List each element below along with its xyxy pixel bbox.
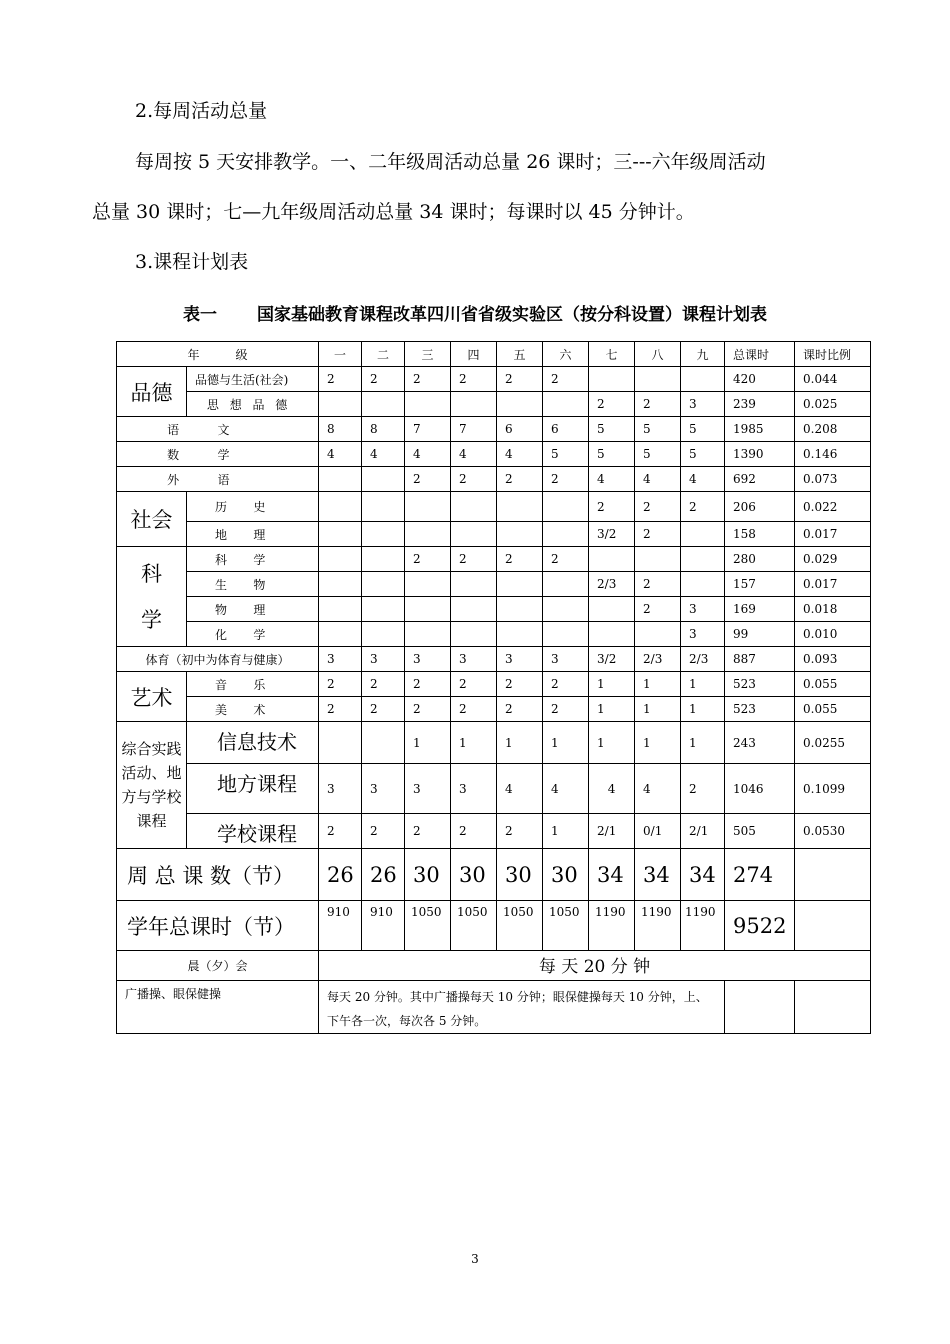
cell: 2 bbox=[362, 697, 405, 722]
header-grade-6: 六 bbox=[543, 342, 589, 367]
cell: 3 bbox=[497, 647, 543, 672]
cell-ratio: 0.022 bbox=[795, 492, 871, 522]
table-row bbox=[117, 647, 871, 672]
cell: 3 bbox=[451, 647, 497, 672]
cell: 3 bbox=[681, 392, 725, 417]
table-caption-label: 表一 bbox=[183, 305, 217, 325]
subject-name: 地理 bbox=[187, 522, 319, 547]
cell: 2 bbox=[362, 672, 405, 697]
table-row bbox=[117, 597, 871, 622]
cell: 4 bbox=[497, 764, 543, 814]
weekly-total-label: 周 总 课 数（节） bbox=[117, 849, 319, 901]
cell-ratio: 0.0530 bbox=[795, 814, 871, 849]
cell: 1050 bbox=[497, 901, 543, 951]
cell: 2 bbox=[635, 522, 681, 547]
cell: 3 bbox=[451, 764, 497, 814]
cell: 2 bbox=[635, 392, 681, 417]
table-row bbox=[117, 814, 871, 849]
cell: 1190 bbox=[589, 901, 635, 951]
cell: 3 bbox=[681, 622, 725, 647]
cell: 7 bbox=[405, 417, 451, 442]
table-row bbox=[117, 367, 871, 392]
cell bbox=[681, 522, 725, 547]
cell: 3/2 bbox=[589, 647, 635, 672]
cell: 5 bbox=[635, 442, 681, 467]
cell bbox=[362, 392, 405, 417]
cell: 2 bbox=[497, 697, 543, 722]
cell: 2 bbox=[319, 697, 362, 722]
cell-ratio: 0.073 bbox=[795, 467, 871, 492]
cell: 5 bbox=[589, 417, 635, 442]
cell: 4 bbox=[362, 442, 405, 467]
cell bbox=[497, 522, 543, 547]
cell bbox=[362, 622, 405, 647]
cell: 2/3 bbox=[681, 647, 725, 672]
cell: 3 bbox=[405, 764, 451, 814]
cell: 1 bbox=[589, 697, 635, 722]
cell bbox=[362, 572, 405, 597]
cell: 0/1 bbox=[635, 814, 681, 849]
subject-name: 晨（夕）会 bbox=[117, 951, 319, 981]
cell-total: 1985 bbox=[725, 417, 795, 442]
cell: 6 bbox=[543, 417, 589, 442]
cell: 2 bbox=[451, 672, 497, 697]
cell: 5 bbox=[681, 442, 725, 467]
cell: 4 bbox=[543, 764, 589, 814]
table-row bbox=[117, 572, 871, 597]
cell-total: 239 bbox=[725, 392, 795, 417]
cell bbox=[451, 392, 497, 417]
cell: 5 bbox=[681, 417, 725, 442]
cell: 30 bbox=[543, 849, 589, 901]
cell bbox=[319, 547, 362, 572]
cell: 8 bbox=[362, 417, 405, 442]
table-row bbox=[117, 697, 871, 722]
cell bbox=[405, 597, 451, 622]
cell bbox=[543, 597, 589, 622]
cell bbox=[319, 522, 362, 547]
cell-ratio: 0.1099 bbox=[795, 764, 871, 814]
cell: 2 bbox=[405, 367, 451, 392]
cell: 2 bbox=[362, 367, 405, 392]
chenhui-value: 每 天 20 分 钟 bbox=[319, 951, 871, 981]
cell bbox=[497, 597, 543, 622]
cell: 5 bbox=[635, 417, 681, 442]
subject-name: 品德与生活(社会) bbox=[187, 367, 319, 392]
cell: 1 bbox=[635, 697, 681, 722]
cell bbox=[451, 597, 497, 622]
cell-total: 9522 bbox=[725, 901, 795, 951]
cell-ratio bbox=[795, 981, 871, 1034]
cell: 1 bbox=[681, 722, 725, 764]
course-plan-table bbox=[116, 341, 871, 1034]
cell: 26 bbox=[362, 849, 405, 901]
subject-name: 音乐 bbox=[187, 672, 319, 697]
cell bbox=[362, 597, 405, 622]
cell-total: 887 bbox=[725, 647, 795, 672]
header-grade: 年 级 bbox=[117, 342, 319, 367]
cell bbox=[543, 392, 589, 417]
cell: 5 bbox=[589, 442, 635, 467]
table-row bbox=[117, 492, 871, 522]
cell bbox=[362, 467, 405, 492]
cell: 1050 bbox=[405, 901, 451, 951]
cell: 2 bbox=[451, 814, 497, 849]
cell: 2 bbox=[451, 697, 497, 722]
cell: 2/1 bbox=[681, 814, 725, 849]
cell: 1 bbox=[497, 722, 543, 764]
subject-name: 历史 bbox=[187, 492, 319, 522]
weekly-total-row bbox=[117, 849, 871, 901]
cell bbox=[405, 572, 451, 597]
cell-total: 1390 bbox=[725, 442, 795, 467]
cell: 1 bbox=[681, 697, 725, 722]
cell: 5 bbox=[543, 442, 589, 467]
cell-ratio: 0.055 bbox=[795, 697, 871, 722]
header-total-hours: 总课时 bbox=[725, 342, 795, 367]
cell: 3 bbox=[362, 647, 405, 672]
group-zonghe: 综合实践活动、地方与学校课程 bbox=[117, 722, 187, 849]
cell: 4 bbox=[635, 467, 681, 492]
cell: 1 bbox=[681, 672, 725, 697]
cell-total: 206 bbox=[725, 492, 795, 522]
cell: 2 bbox=[635, 492, 681, 522]
subject-name: 外语 bbox=[117, 467, 319, 492]
header-grade-1: 一 bbox=[319, 342, 362, 367]
header-ratio: 课时比例 bbox=[795, 342, 871, 367]
group-shehui: 社会 bbox=[117, 492, 187, 547]
header-grade-2: 二 bbox=[362, 342, 405, 367]
cell-total: 169 bbox=[725, 597, 795, 622]
cell bbox=[635, 622, 681, 647]
cell bbox=[635, 367, 681, 392]
cell: 3 bbox=[681, 597, 725, 622]
page-number: 3 bbox=[471, 1252, 479, 1266]
cell bbox=[543, 572, 589, 597]
cell bbox=[543, 492, 589, 522]
table-row bbox=[117, 522, 871, 547]
cell-total: 243 bbox=[725, 722, 795, 764]
header-grade-9: 九 bbox=[681, 342, 725, 367]
cell-ratio: 0.017 bbox=[795, 522, 871, 547]
cell bbox=[362, 522, 405, 547]
group-yishu: 艺术 bbox=[117, 672, 187, 722]
cell: 4 bbox=[589, 764, 635, 814]
table-row bbox=[117, 417, 871, 442]
cell: 4 bbox=[589, 467, 635, 492]
cell bbox=[451, 492, 497, 522]
cell: 2 bbox=[497, 467, 543, 492]
cell: 1 bbox=[635, 722, 681, 764]
cell bbox=[362, 547, 405, 572]
cell: 3 bbox=[362, 764, 405, 814]
cell bbox=[589, 622, 635, 647]
cell: 1190 bbox=[635, 901, 681, 951]
cell bbox=[497, 492, 543, 522]
cell bbox=[635, 547, 681, 572]
cell: 1 bbox=[589, 672, 635, 697]
cell-total: 420 bbox=[725, 367, 795, 392]
subject-name: 美术 bbox=[187, 697, 319, 722]
subject-name: 科学 bbox=[187, 547, 319, 572]
cell bbox=[589, 547, 635, 572]
table-row bbox=[117, 467, 871, 492]
table-row bbox=[117, 672, 871, 697]
cell: 2 bbox=[635, 572, 681, 597]
cell: 2 bbox=[319, 672, 362, 697]
cell bbox=[319, 622, 362, 647]
cell: 4 bbox=[319, 442, 362, 467]
cell-ratio: 0.017 bbox=[795, 572, 871, 597]
cell-ratio bbox=[795, 849, 871, 901]
cell: 4 bbox=[681, 467, 725, 492]
table-row bbox=[117, 392, 871, 417]
cell-ratio: 0.018 bbox=[795, 597, 871, 622]
cell: 2/3 bbox=[589, 572, 635, 597]
cell-ratio: 0.0255 bbox=[795, 722, 871, 764]
cell bbox=[497, 392, 543, 417]
cell: 1050 bbox=[451, 901, 497, 951]
cell: 34 bbox=[589, 849, 635, 901]
cell: 7 bbox=[451, 417, 497, 442]
cell-ratio: 0.044 bbox=[795, 367, 871, 392]
cell bbox=[681, 547, 725, 572]
cell bbox=[451, 522, 497, 547]
cell: 34 bbox=[635, 849, 681, 901]
cell-ratio: 0.208 bbox=[795, 417, 871, 442]
yearly-total-label: 学年总课时（节） bbox=[117, 901, 319, 951]
cell bbox=[543, 622, 589, 647]
cell: 2 bbox=[451, 467, 497, 492]
subject-name: 化学 bbox=[187, 622, 319, 647]
yearly-total-row bbox=[117, 901, 871, 951]
cell-total: 157 bbox=[725, 572, 795, 597]
header-grade-5: 五 bbox=[497, 342, 543, 367]
cell: 2 bbox=[497, 547, 543, 572]
header-grade-7: 七 bbox=[589, 342, 635, 367]
section-2-heading: 2.每周活动总量 bbox=[135, 100, 268, 122]
cell bbox=[405, 522, 451, 547]
cell-total: 523 bbox=[725, 697, 795, 722]
section-2-line-1: 每周按 5 天安排教学。一、二年级周活动总量 26 课时；三---六年级周活动 bbox=[135, 151, 766, 173]
group-kexue-char-2: 学 bbox=[141, 607, 162, 632]
section-3-heading: 3.课程计划表 bbox=[135, 251, 249, 273]
cell-total bbox=[725, 981, 795, 1034]
cell: 1 bbox=[543, 814, 589, 849]
cell: 2 bbox=[497, 672, 543, 697]
table-row bbox=[117, 442, 871, 467]
cell-ratio bbox=[795, 901, 871, 951]
cell: 4 bbox=[405, 442, 451, 467]
cell: 3 bbox=[319, 764, 362, 814]
cell: 2 bbox=[589, 492, 635, 522]
cell: 2/3 bbox=[635, 647, 681, 672]
group-kexue-char-1: 科 bbox=[141, 561, 162, 586]
subject-name: 生物 bbox=[187, 572, 319, 597]
header-grade-4: 四 bbox=[451, 342, 497, 367]
cell bbox=[405, 392, 451, 417]
cell: 2 bbox=[543, 672, 589, 697]
cell bbox=[681, 572, 725, 597]
cell: 2 bbox=[681, 764, 725, 814]
cell: 1 bbox=[635, 672, 681, 697]
cell: 30 bbox=[497, 849, 543, 901]
cell-total: 692 bbox=[725, 467, 795, 492]
cell: 2 bbox=[451, 367, 497, 392]
cell-ratio: 0.093 bbox=[795, 647, 871, 672]
cell bbox=[405, 622, 451, 647]
cell: 2 bbox=[362, 814, 405, 849]
cell bbox=[543, 522, 589, 547]
cell: 1 bbox=[405, 722, 451, 764]
header-grade-3: 三 bbox=[405, 342, 451, 367]
subject-name: 数学 bbox=[117, 442, 319, 467]
cell-ratio: 0.055 bbox=[795, 672, 871, 697]
cell: 34 bbox=[681, 849, 725, 901]
cell: 26 bbox=[319, 849, 362, 901]
cell: 1050 bbox=[543, 901, 589, 951]
cell: 2 bbox=[681, 492, 725, 522]
cell bbox=[319, 722, 362, 764]
cell: 910 bbox=[362, 901, 405, 951]
table-caption bbox=[0, 300, 950, 325]
cell-total: 99 bbox=[725, 622, 795, 647]
cell: 2 bbox=[319, 367, 362, 392]
cell: 2 bbox=[405, 697, 451, 722]
cell: 3/2 bbox=[589, 522, 635, 547]
cell: 1 bbox=[543, 722, 589, 764]
subject-name: 学校课程 bbox=[187, 814, 319, 849]
cell: 4 bbox=[451, 442, 497, 467]
cell bbox=[497, 572, 543, 597]
cell: 2 bbox=[451, 547, 497, 572]
cell: 2 bbox=[319, 814, 362, 849]
cell: 3 bbox=[319, 647, 362, 672]
cell bbox=[319, 597, 362, 622]
cell: 30 bbox=[405, 849, 451, 901]
cell: 6 bbox=[497, 417, 543, 442]
subject-name: 广播操、眼保健操 bbox=[117, 981, 319, 1034]
cell-total: 1046 bbox=[725, 764, 795, 814]
cell bbox=[681, 367, 725, 392]
cell-total: 523 bbox=[725, 672, 795, 697]
cell bbox=[451, 622, 497, 647]
cell bbox=[319, 492, 362, 522]
subject-name: 体育（初中为体育与健康） bbox=[117, 647, 319, 672]
cell: 2 bbox=[589, 392, 635, 417]
cell bbox=[405, 492, 451, 522]
cell bbox=[319, 572, 362, 597]
cell: 910 bbox=[319, 901, 362, 951]
subject-name: 地方课程 bbox=[187, 764, 319, 814]
group-kexue bbox=[117, 547, 187, 647]
table-row bbox=[117, 981, 871, 1034]
cell: 2 bbox=[405, 547, 451, 572]
cell bbox=[362, 722, 405, 764]
cell bbox=[589, 597, 635, 622]
cell-ratio: 0.010 bbox=[795, 622, 871, 647]
cell-ratio: 0.029 bbox=[795, 547, 871, 572]
cell: 2 bbox=[543, 547, 589, 572]
table-row bbox=[117, 951, 871, 981]
cell: 30 bbox=[451, 849, 497, 901]
subject-name: 思想品德 bbox=[187, 392, 319, 417]
cell bbox=[362, 492, 405, 522]
cell: 3 bbox=[543, 647, 589, 672]
cell: 2 bbox=[405, 814, 451, 849]
group-pinde: 品德 bbox=[117, 367, 187, 417]
cell: 2 bbox=[543, 467, 589, 492]
cell bbox=[319, 467, 362, 492]
cell: 8 bbox=[319, 417, 362, 442]
cell bbox=[497, 622, 543, 647]
cell: 3 bbox=[405, 647, 451, 672]
cell: 2 bbox=[497, 814, 543, 849]
cell-ratio: 0.146 bbox=[795, 442, 871, 467]
guangbo-value: 每天 20 分钟。其中广播操每天 10 分钟；眼保健操每天 10 分钟，上、下午各一次，每次各 5 分钟。 bbox=[319, 981, 725, 1034]
table-row bbox=[117, 547, 871, 572]
cell: 2 bbox=[405, 672, 451, 697]
table-caption-title: 国家基础教育课程改革四川省省级实验区（按分科设置）课程计划表 bbox=[257, 305, 767, 325]
table-header-row bbox=[117, 342, 871, 367]
cell-ratio: 0.025 bbox=[795, 392, 871, 417]
cell: 2 bbox=[405, 467, 451, 492]
cell bbox=[589, 367, 635, 392]
cell: 1 bbox=[451, 722, 497, 764]
cell: 2 bbox=[543, 367, 589, 392]
cell-total: 274 bbox=[725, 849, 795, 901]
cell: 1190 bbox=[681, 901, 725, 951]
cell-total: 280 bbox=[725, 547, 795, 572]
cell: 4 bbox=[635, 764, 681, 814]
subject-name: 语文 bbox=[117, 417, 319, 442]
cell: 2 bbox=[635, 597, 681, 622]
cell-total: 158 bbox=[725, 522, 795, 547]
subject-name: 信息技术 bbox=[187, 722, 319, 764]
table-row bbox=[117, 622, 871, 647]
header-grade-8: 八 bbox=[635, 342, 681, 367]
table-row bbox=[117, 764, 871, 814]
cell bbox=[451, 572, 497, 597]
subject-name: 物理 bbox=[187, 597, 319, 622]
cell: 1 bbox=[589, 722, 635, 764]
cell: 2/1 bbox=[589, 814, 635, 849]
cell-total: 505 bbox=[725, 814, 795, 849]
cell: 2 bbox=[497, 367, 543, 392]
cell: 2 bbox=[543, 697, 589, 722]
cell bbox=[319, 392, 362, 417]
section-2-line-2: 总量 30 课时；七—九年级周活动总量 34 课时；每课时以 45 分钟计。 bbox=[92, 201, 695, 223]
table-row bbox=[117, 722, 871, 764]
cell: 4 bbox=[497, 442, 543, 467]
